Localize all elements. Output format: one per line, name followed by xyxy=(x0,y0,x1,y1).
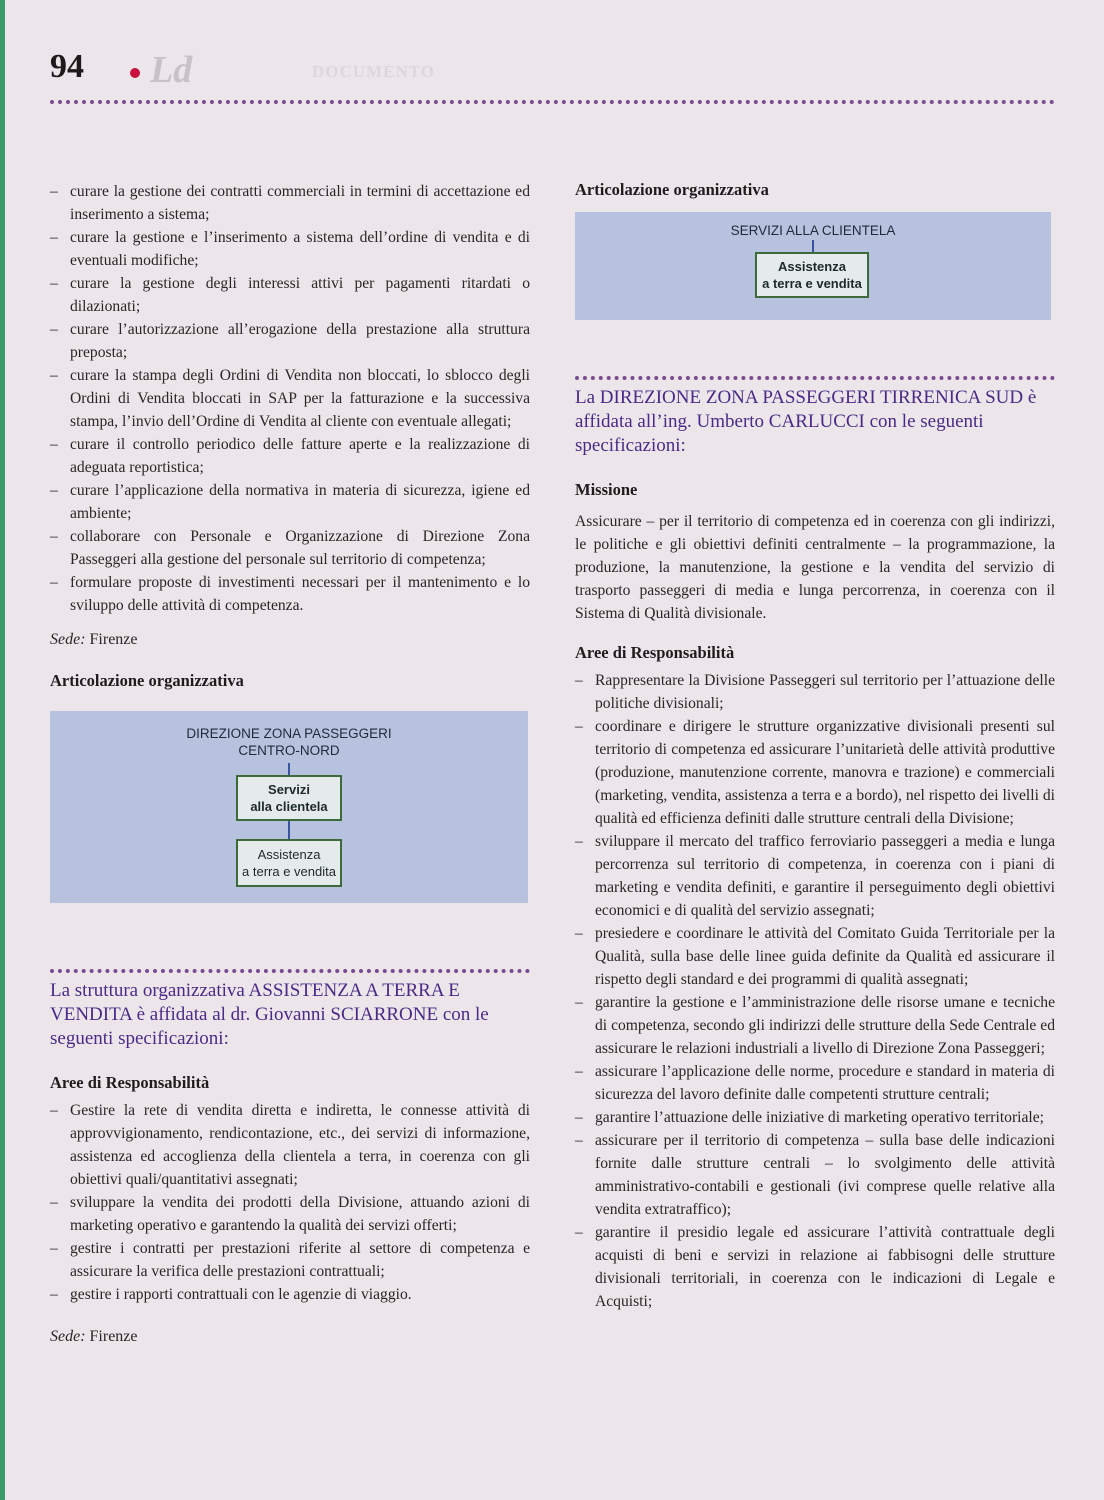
list-item: – sviluppare la vendita dei prodotti della Divisione, attuando azioni di marketing operativo e garantendo la qualità dei servizi offerti; xyxy=(50,1191,530,1237)
list-item: – curare la gestione e l’inserimento a sistema dell’ordine di vendita e di eventuali modifiche; xyxy=(50,226,530,272)
magazine-logo: Ld xyxy=(150,49,193,91)
list-item: – curare il controllo periodico delle fatture aperte e la realizzazione di adeguata reportistica; xyxy=(50,433,530,479)
mission-text: Assicurare – per il territorio di competenza ed in coerenza con gli indirizzi, le politiche e gli obiettivi definiti centralmente – la programmazione, la produzione, la manutenzione, la gestione e la vendita del servizio di trasporto passeggeri di media e lunga percorrenza, in coerenza con il Sistema di Qualità divisionale. xyxy=(575,513,1055,622)
bullet-dot-icon xyxy=(130,68,140,78)
org-heading: Articolazione organizzativa xyxy=(50,671,244,690)
org-root-line1: DIREZIONE ZONA PASSEGGERI xyxy=(186,726,392,741)
list-item: – Rappresentare la Divisione Passeggeri sul territorio per l’attuazione delle politiche divisionali; xyxy=(575,669,1055,715)
org-node-servizi xyxy=(236,775,342,821)
org-node-line1: Assistenza xyxy=(257,847,321,862)
section-divider xyxy=(50,969,530,973)
list-item: – garantire l’attuazione delle iniziative di marketing operativo territoriale; xyxy=(575,1106,1055,1129)
org-node-line2: a terra e vendita xyxy=(762,276,862,291)
resp-list xyxy=(575,669,1055,1313)
org-node-assistenza xyxy=(755,252,869,298)
org-connector xyxy=(812,240,814,252)
duties-list xyxy=(50,180,530,617)
list-item: – curare la stampa degli Ordini di Vendita non bloccati, lo sblocco degli Ordini di Vendita bloccati in SAP per la fatturazione e la successiva stampa, l’invio dell’Ordine di Vendita al cliente con eventuale allegati; xyxy=(50,364,530,433)
page-edge-bar xyxy=(0,0,5,1500)
list-item: – gestire i contratti per prestazioni riferite al settore di competenza e assicurare la verifica delle prestazioni contrattuali; xyxy=(50,1237,530,1283)
list-item: – garantire la gestione e l’amministrazione delle risorse umane e tecniche di competenza, secondo gli indirizzi delle strutture della Sede Centrale ed assicurare le relazioni industriali a livello di Direzione Zona Passeggeri; xyxy=(575,991,1055,1060)
sede-label: Sede: xyxy=(50,631,86,648)
sede-value: Firenze xyxy=(89,631,138,648)
org-node-line1: Servizi xyxy=(268,782,310,797)
org-node-line1: Assistenza xyxy=(778,259,846,274)
list-item: – presiedere e coordinare le attività del Comitato Guida Territoriale per la Qualità, sulla base delle linee guida definite da Qualità ed assicurare il rispetto degli standard e dei programmi di qualità assegnati; xyxy=(575,922,1055,991)
mission-heading: Missione xyxy=(575,480,638,499)
resp-heading: Aree di Responsabilità xyxy=(575,643,735,662)
right-column xyxy=(575,180,1055,1313)
org-node-assistenza xyxy=(236,839,342,887)
page-number: 94 xyxy=(50,48,84,85)
list-item: – curare la gestione degli interessi attivi per pagamenti ritardati o dilazionati; xyxy=(50,272,530,318)
org-node-line2: alla clientela xyxy=(250,799,328,814)
org-chart xyxy=(575,212,1051,320)
sede-value: Firenze xyxy=(89,1328,138,1345)
org-chart xyxy=(50,711,528,903)
section-watermark: DOCUMENTO xyxy=(312,62,435,81)
list-item: – coordinare e dirigere le strutture organizzative divisionali presenti sul territorio di competenza ed assicurare l’unitarietà delle attività produttive (produzione, manutenzione corrente, manovra e trazione) e commerciali (marketing, vendita, assistenza a terra e a bordo), nel rispetto dei livelli di qualità ed efficienza definiti dalle strutture centrali della Divisione; xyxy=(575,715,1055,830)
header-divider xyxy=(50,100,1055,104)
section-intro: La struttura organizzativa ASSISTENZA A TERRA E VENDITA è affidata al dr. Giovanni SCIARRONE con le seguenti specificazioni: xyxy=(50,980,489,1049)
left-column xyxy=(50,180,530,1346)
list-item: – curare l’autorizzazione all’erogazione della prestazione alla struttura preposta; xyxy=(50,318,530,364)
list-item: – curare la gestione dei contratti commerciali in termini di accettazione ed inserimento a sistema; xyxy=(50,180,530,226)
org-connector xyxy=(288,821,290,839)
list-item: – gestire i rapporti contrattuali con le agenzie di viaggio. xyxy=(50,1283,530,1306)
list-item: – assicurare per il territorio di competenza – sulla base delle indicazioni fornite dalle strutture centrali – lo svolgimento delle attività amministrativo-contabili e gestionali (ivi comprese quelle relative alla vendita extratraffico); xyxy=(575,1129,1055,1221)
resp-heading: Aree di Responsabilità xyxy=(50,1073,210,1092)
sede-line xyxy=(50,631,530,649)
org-node-line2: a terra e vendita xyxy=(242,864,336,879)
sede-label: Sede: xyxy=(50,1328,86,1345)
list-item: – formulare proposte di investimenti necessari per il mantenimento e lo sviluppo delle attività di competenza. xyxy=(50,571,530,617)
org-heading: Articolazione organizzativa xyxy=(575,180,769,199)
org-root-title: SERVIZI ALLA CLIENTELA xyxy=(730,223,896,238)
list-item: – collaborare con Personale e Organizzazione di Direzione Zona Passeggeri alla gestione del personale sul territorio di competenza; xyxy=(50,525,530,571)
list-item: – assicurare l’applicazione delle norme, procedure e standard in materia di sicurezza del lavoro definite dalle competenti strutture centrali; xyxy=(575,1060,1055,1106)
list-item: – garantire il presidio legale ed assicurare l’attività contrattuale degli acquisti di beni e servizi in relazione ai fabbisogni delle strutture divisionali territoriali, in coerenza con le indicazioni di Legale e Acquisti; xyxy=(575,1221,1055,1313)
section-divider xyxy=(575,376,1055,380)
sede-line xyxy=(50,1328,530,1346)
list-item: – Gestire la rete di vendita diretta e indiretta, le connesse attività di approvvigionamento, rendicontazione, etc., dei servizi di informazione, assistenza ed accoglienza della clientela a terra, in coerenza con gli obiettivi quali/quantitativi assegnati; xyxy=(50,1099,530,1191)
org-root-line2: CENTRO-NORD xyxy=(238,743,340,758)
list-item: – sviluppare il mercato del traffico ferroviario passeggeri a media e lunga percorrenza sul territorio di competenza, in coerenza con i piani di marketing e vendita definiti, e garantire il perseguimento degli obiettivi economici e di qualità del servizio assegnati; xyxy=(575,830,1055,922)
list-item: – curare l’applicazione della normativa in materia di sicurezza, igiene ed ambiente; xyxy=(50,479,530,525)
org-root-title xyxy=(50,725,528,759)
section-intro: La DIREZIONE ZONA PASSEGGERI TIRRENICA SUD è affidata all’ing. Umberto CARLUCCI con le seguenti specificazioni: xyxy=(575,387,1037,456)
page-header xyxy=(50,48,1060,92)
resp-list xyxy=(50,1099,530,1306)
